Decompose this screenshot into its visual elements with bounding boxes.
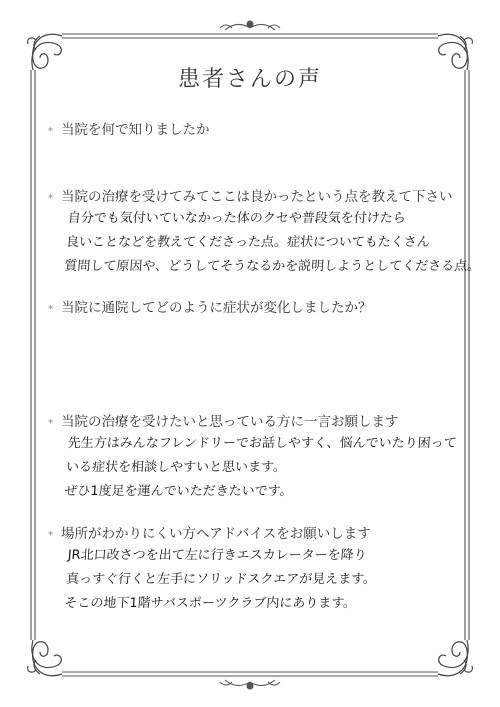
question-2	[48, 185, 453, 205]
answer-line: 真っすぐ行くと左手にソリッドスクエアが見えます。	[65, 572, 377, 587]
bullet-icon: *	[48, 193, 53, 204]
answer-line: 質問して原因や、どうしてそうなるかを説明しようとしてくださる点。	[63, 259, 481, 274]
bullet-icon: *	[48, 304, 53, 315]
bottom-ornament	[220, 680, 280, 689]
question-2-label: 当院の治療を受けてみてここは良かったという点を教えて下さい	[61, 189, 453, 205]
answer-line: いる症状を相談しやすいと思います。	[65, 460, 287, 475]
answer-line: 先生方はみんなフレンドリーでお話しやすく、悩んでいたり困って	[67, 436, 458, 451]
question-5-label: 場所がわかりにくい方へアドバイスをお願いします	[61, 526, 371, 542]
corner-ornament-br	[438, 640, 472, 676]
question-4	[48, 410, 399, 430]
answer-line: 自分でも気付いていなかった体のクセや普段気を付けたら	[67, 211, 407, 226]
question-1	[48, 118, 210, 138]
answer-line: 良いことなどを教えてくださった点。症状についてもたくさん	[65, 235, 431, 250]
answer-line: そこの地下1階サバスポーツクラブ内にあります。	[63, 596, 357, 611]
answer-line: JR北口改さつを出て左に行きエスカレーターを降り	[67, 548, 368, 563]
answer-4	[63, 432, 457, 504]
question-4-label: 当院の治療を受けたいと思っている方に一言お願します	[61, 414, 399, 430]
question-3-label: 当院に通院してどのように症状が変化しましたか？	[61, 300, 372, 316]
question-5	[48, 522, 371, 542]
corner-ornament-bl	[28, 640, 62, 676]
page-title: 患者さんの声	[177, 67, 322, 92]
question-3	[48, 296, 372, 316]
answer-line: ぜひ1度足を運んでいただきたいです。	[63, 484, 294, 499]
answer-5	[63, 544, 378, 616]
answer-2	[63, 207, 484, 279]
bullet-icon: *	[48, 418, 53, 429]
bullet-icon: *	[48, 126, 53, 137]
question-1-label: 当院を何で知りましたか	[61, 122, 210, 138]
top-ornament	[220, 21, 280, 30]
bullet-icon: *	[48, 530, 53, 541]
